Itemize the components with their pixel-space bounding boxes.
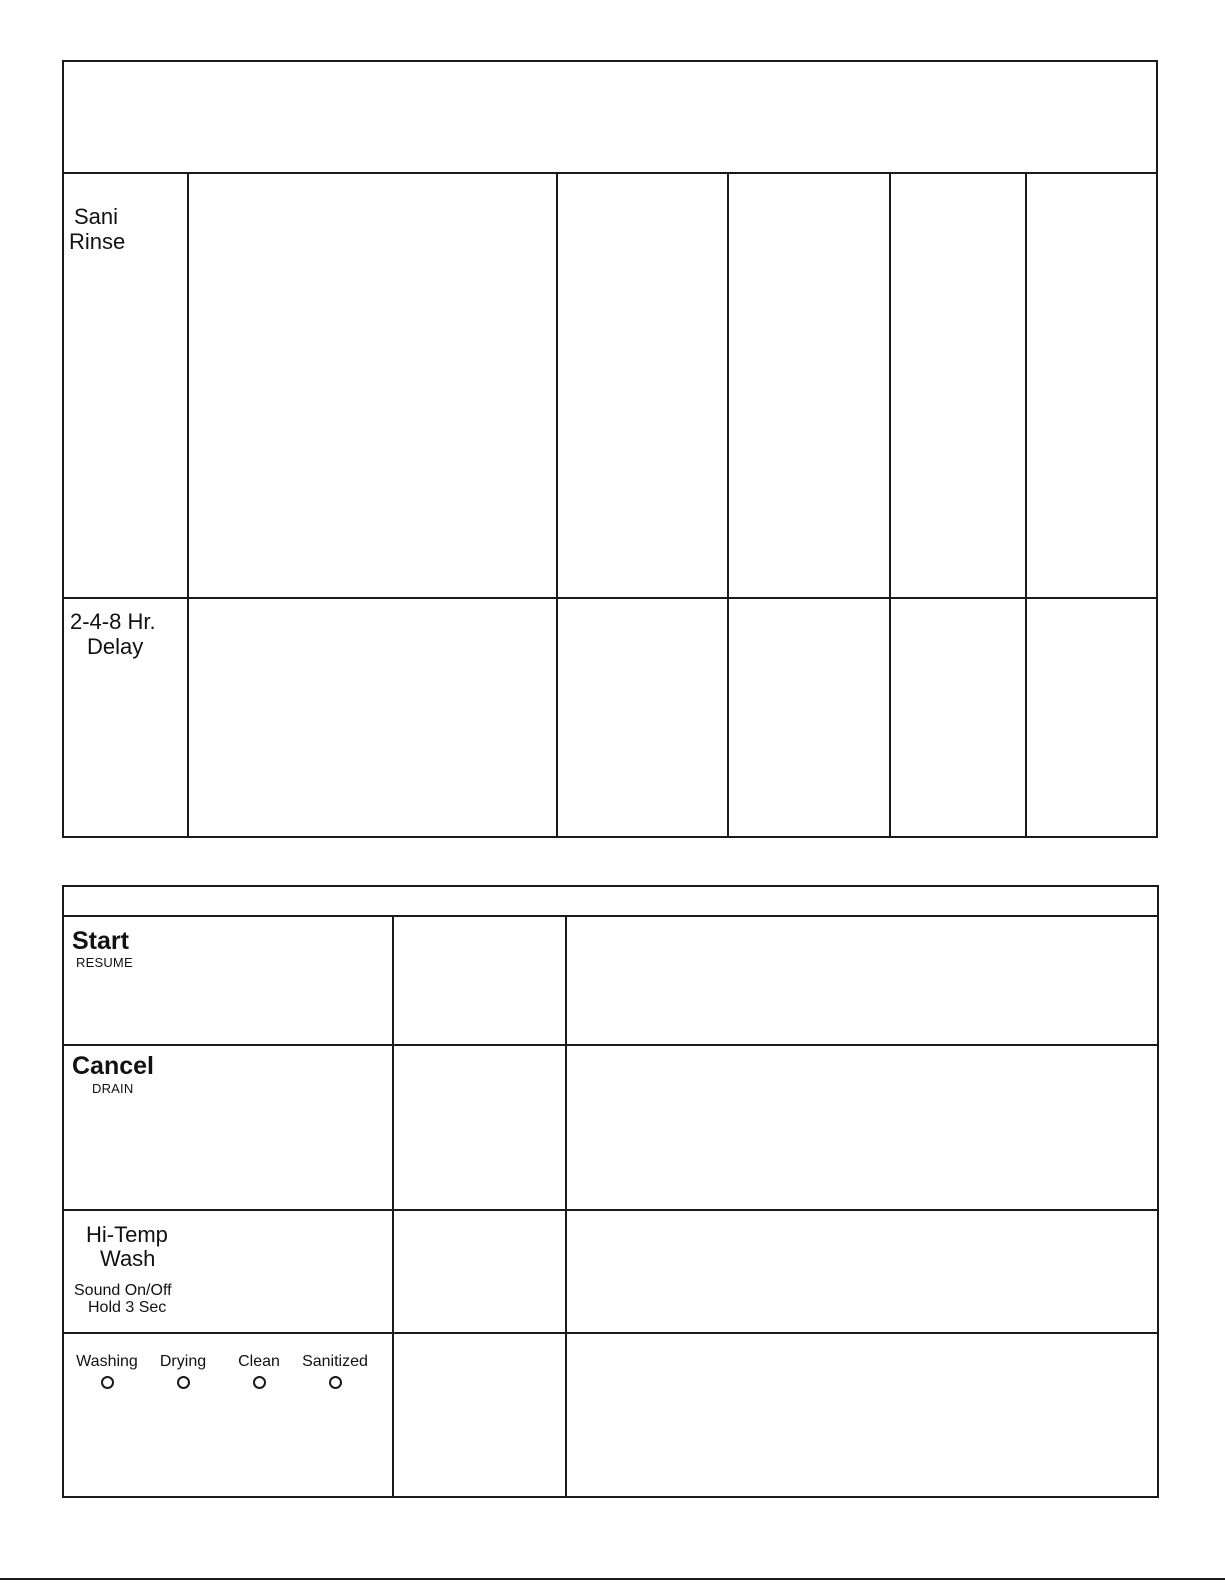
- cycle-table-col-divider: [187, 172, 189, 838]
- drain-label: DRAIN: [92, 1081, 134, 1096]
- sanitized-indicator-light: [329, 1376, 342, 1389]
- delay-label-line1: 2-4-8 Hr.: [70, 609, 156, 634]
- drying-indicator-label: Drying: [159, 1353, 207, 1370]
- hi-temp-label-line2: Wash: [100, 1246, 156, 1271]
- resume-label: RESUME: [76, 955, 133, 970]
- clean-indicator-light: [253, 1376, 266, 1389]
- washing-indicator-light: [101, 1376, 114, 1389]
- controls-table-col-divider: [565, 915, 567, 1498]
- page-bottom-rule: [0, 1578, 1225, 1580]
- delay-label-line2: Delay: [87, 634, 144, 659]
- clean-indicator-label: Clean: [238, 1353, 280, 1370]
- hold-duration-label: Hold 3 Sec: [88, 1299, 167, 1316]
- controls-table: [62, 885, 1159, 1498]
- controls-table-row-divider: [62, 1209, 1159, 1211]
- controls-table-col-divider: [392, 915, 394, 1498]
- drying-indicator-light: [177, 1376, 190, 1389]
- start-button-label: Start: [72, 927, 129, 955]
- hi-temp-label-line1: Hi-Temp: [86, 1222, 168, 1247]
- cycle-table-col-divider: [727, 172, 729, 838]
- cycle-table-col-divider: [556, 172, 558, 838]
- cancel-button-label: Cancel: [72, 1052, 154, 1080]
- cycle-table-col-divider: [889, 172, 891, 838]
- cycle-table: [62, 60, 1158, 838]
- sanitized-indicator-label: Sanitized: [302, 1353, 368, 1370]
- cycle-table-col-divider: [1025, 172, 1027, 838]
- sani-rinse-label-line1: Sani: [74, 204, 119, 229]
- sani-rinse-label-line2: Rinse: [69, 229, 126, 254]
- cycle-table-header-divider: [62, 172, 1158, 174]
- controls-table-row-divider: [62, 1332, 1159, 1334]
- washing-indicator-label: Washing: [76, 1353, 138, 1370]
- cycle-table-row-divider: [62, 597, 1158, 599]
- sound-toggle-label: Sound On/Off: [74, 1282, 172, 1299]
- controls-table-row-divider: [62, 1044, 1159, 1046]
- controls-table-header-divider: [62, 915, 1159, 917]
